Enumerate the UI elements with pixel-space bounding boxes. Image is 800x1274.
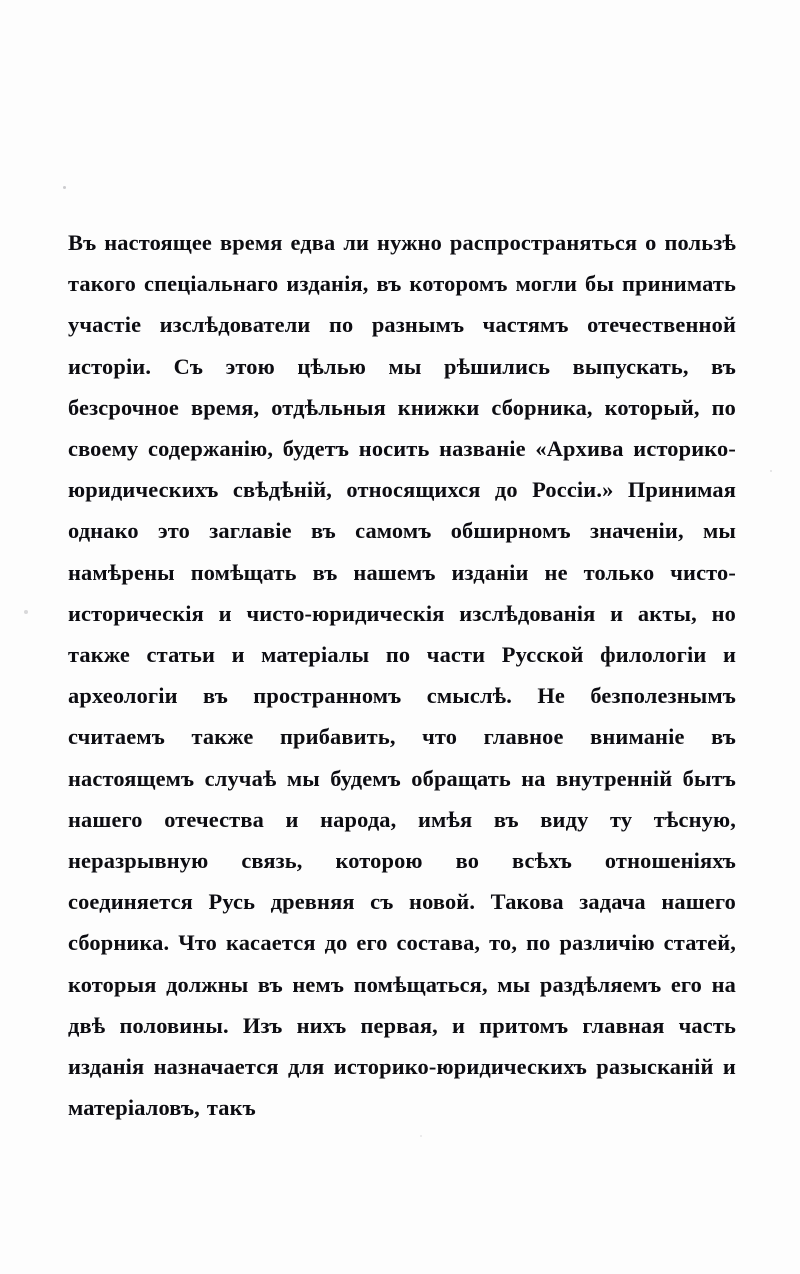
scan-speck [24,610,28,614]
scan-speck [63,186,66,189]
scan-speck [420,1135,422,1137]
page-text-block [68,222,736,1128]
scan-speck [770,470,772,472]
body-paragraph: Въ настоящее время едва ли нужно распространяться о пользѣ такого спеціальнаго изданія, въ которомъ могли бы принимать участіе изслѣдователи по разнымъ частямъ отечественной исторіи. Съ этою цѣлью мы рѣшились выпускать, въ безсрочное время, отдѣльныя книжки сборника, который, по своему содержанію, будетъ носить названіе «Архива историко-юридическихъ свѣдѣній, относящихся до Россіи.» Принимая однако это заглавіе въ самомъ обширномъ значеніи, мы намѣрены помѣщать въ нашемъ изданіи не только чисто-историческія и чисто-юридическія изслѣдованія и акты, но также статьи и матеріалы по части Русской филологіи и археологіи въ пространномъ смыслѣ. Не безполезнымъ считаемъ также прибавить, что главное вниманіе въ настоящемъ случаѣ мы будемъ обращать на внутренній бытъ нашего отечества и народа, имѣя въ виду ту тѣсную, неразрывную связь, которою во всѣхъ отношеніяхъ соединяется Русь древняя съ новой. Такова задача нашего сборника. Что касается до его состава, то, по различію статей, которыя должны въ немъ помѣщаться, мы раздѣляемъ его на двѣ половины. Изъ нихъ первая, и притомъ главная часть изданія назначается для историко-юридическихъ разысканій и матеріаловъ, такъ [68,230,736,1121]
